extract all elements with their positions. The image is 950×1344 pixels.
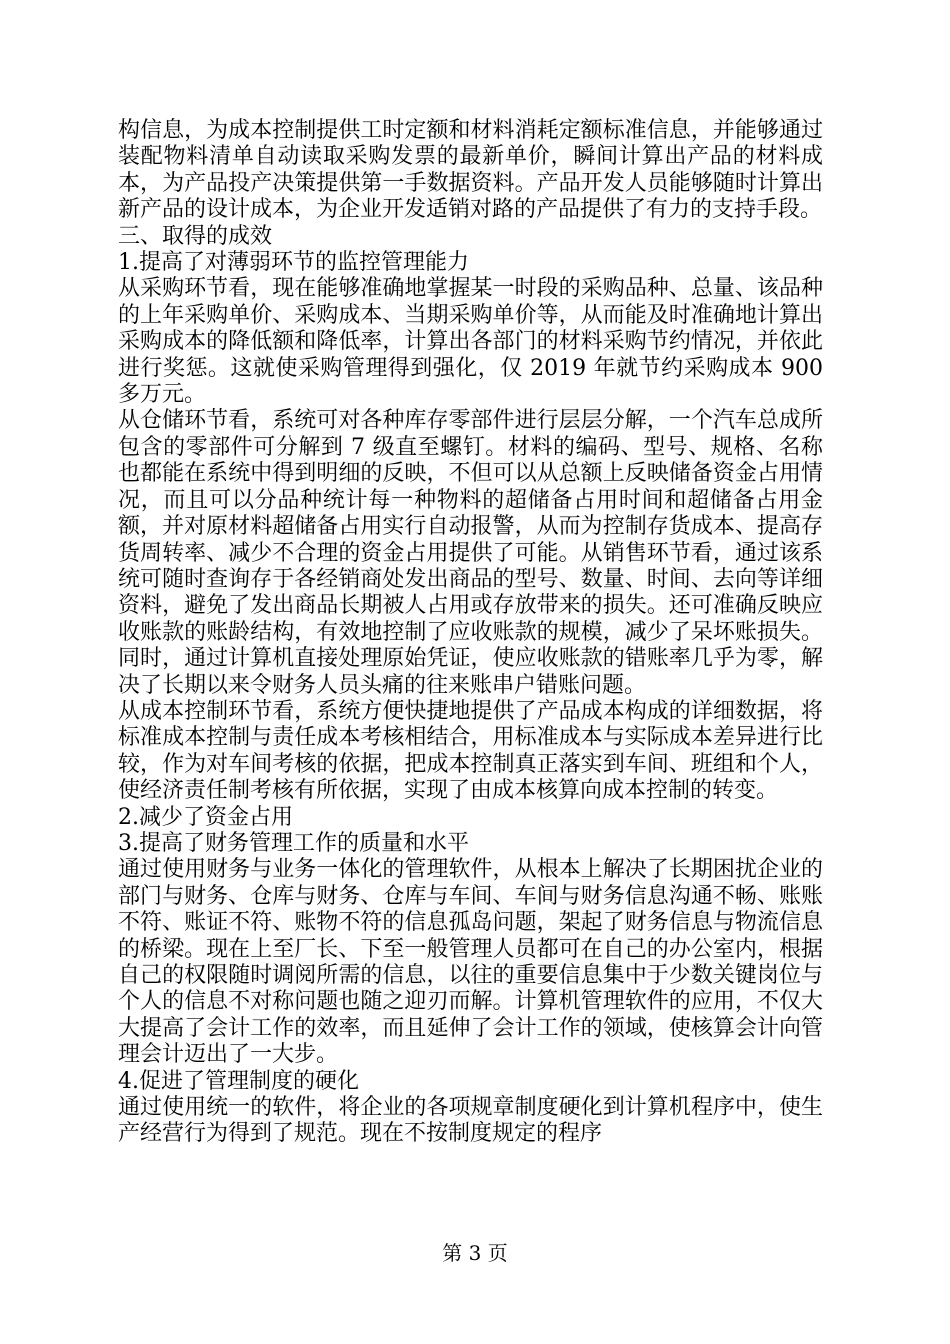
paragraph-procurement: 从采购环节看，现在能够准确地掌握某一时段的采购品种、总量、该品种的上年采购单价、采购成本、当期采购单价等，从而能及时准确地计算出采购成本的降低额和降低率，计算出各部门的材料采购节约情况，并依此进行奖惩。这就使采购管理得到强化，仅 2019 年就节约采购成本 900 多万元。 (118, 276, 823, 408)
paragraph-rules: 通过使用统一的软件，将企业的各项规章制度硬化到计算机程序中，使生产经营行为得到了规范。现在不按制度规定的程序 (118, 1095, 823, 1147)
document-body (118, 118, 823, 1148)
paragraph-warehouse: 从仓储环节看，系统可对各种库存零部件进行层层分解，一个汽车总成所包含的零部件可分解到 7 级直至螺钉。材料的编码、型号、规格、名称也都能在系统中得到明细的反映，不但可以从总额上反映储备资金占用情况，而且可以分品种统计每一种物料的超储备占用时间和超储备占用金额，并对原材料超储备占用实行自动报警，从而为控制存货成本、提高存货周转率、减少不合理的资金占用提供了可能。从销售环节看，通过该系统可随时查询存于各经销商处发出商品的型号、数量、时间、去向等详细资料，避免了发出商品长期被人占用或存放带来的损失。还可准确反映应收账款的账龄结构，有效地控制了应收账款的规模，减少了呆坏账损失。同时，通过计算机直接处理原始凭证，使应收账款的错账率几乎为零，解决了长期以来令财务人员头痛的往来账串户错账问题。 (118, 408, 823, 698)
subheading-3: 3.提高了财务管理工作的质量和水平 (118, 830, 469, 856)
subheading-2: 2.减少了资金占用 (118, 804, 293, 830)
section-heading-results: 三、取得的成效 (118, 223, 273, 249)
subheading-1: 1.提高了对薄弱环节的监控管理能力 (118, 250, 469, 276)
paragraph-cost-control: 从成本控制环节看，系统方便快捷地提供了产品成本构成的详细数据，将标准成本控制与责任成本考核相结合，用标准成本与实际成本差异进行比较，作为对车间考核的依据，把成本控制真正落实到车间、班组和个人，使经济责任制考核有所依据，实现了由成本核算向成本控制的转变。 (118, 698, 823, 804)
subheading-4: 4.促进了管理制度的硬化 (118, 1068, 359, 1094)
page-number: 第 3 页 (442, 1241, 508, 1265)
paragraph-finance: 通过使用财务与业务一体化的管理软件，从根本上解决了长期困扰企业的部门与财务、仓库与财务、仓库与车间、车间与财务信息沟通不畅、账账不符、账证不符、账物不符的信息孤岛问题，架起了财务信息与物流信息的桥梁。现在上至厂长、下至一般管理人员都可在自己的办公室内，根据自己的权限随时调阅所需的信息，以往的重要信息集中于少数关键岗位与个人的信息不对称问题也随之迎刃而解。计算机管理软件的应用，不仅大大提高了会计工作的效率，而且延伸了会计工作的领域，使核算会计向管理会计迈出了一大步。 (118, 857, 823, 1068)
paragraph-intro: 构信息，为成本控制提供工时定额和材料消耗定额标准信息，并能够通过装配物料清单自动读取采购发票的最新单价，瞬间计算出产品的材料成本，为产品投产决策提供第一手数据资料。产品开发人员能够随时计算出新产品的设计成本，为企业开发适销对路的产品提供了有力的支持手段。 (118, 118, 823, 223)
